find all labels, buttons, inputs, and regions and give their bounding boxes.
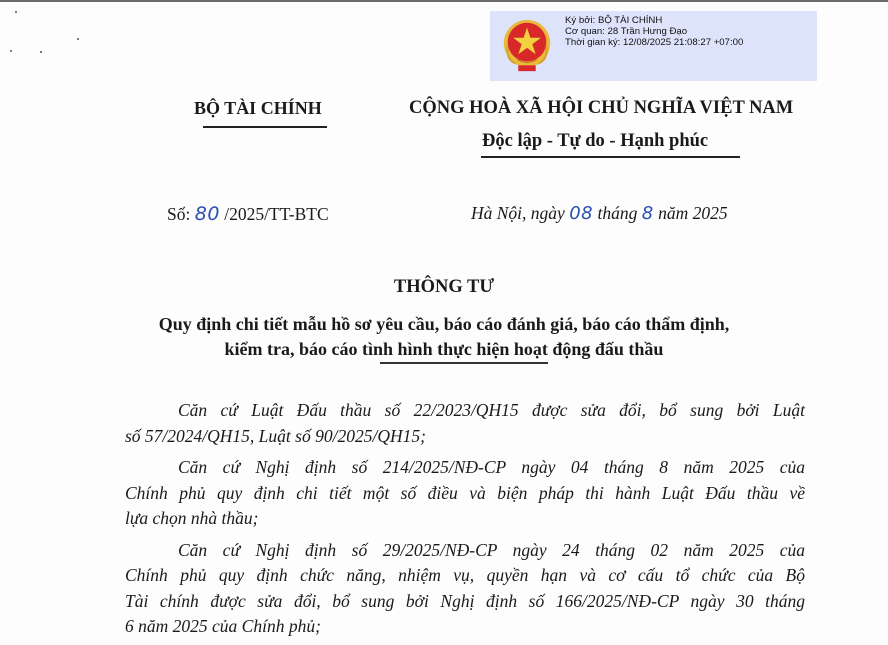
paragraph-line: Căn cứ Nghị định số 214/2025/NĐ-CP ngày 04 tháng 8 năm 2025 của <box>178 457 805 477</box>
document-type-title: THÔNG TƯ <box>393 277 495 297</box>
page-top-border <box>0 0 888 2</box>
issue-date <box>471 203 728 224</box>
legal-basis-paragraph <box>125 538 805 640</box>
legal-basis-paragraph <box>125 398 805 449</box>
scan-speck <box>10 50 12 52</box>
paragraph-line: Tài chính được sửa đổi, bổ sung bởi Nghị định số 166/2025/NĐ-CP ngày 30 tháng <box>125 590 805 611</box>
paragraph-line: Căn cứ Luật Đấu thầu số 22/2023/QH15 được sửa đổi, bổ sung bởi Luật <box>178 400 805 420</box>
signing-organization-text: Cơ quan: 28 Trần Hưng Đạo <box>565 26 688 37</box>
handwritten-number: 80 <box>194 203 220 225</box>
month-label: tháng <box>593 203 642 223</box>
document-number <box>167 203 329 225</box>
signing-time-text: Thời gian ký: 12/08/2025 21:08:27 +07:00 <box>565 37 744 48</box>
date-prefix: Hà Nội, ngày <box>471 203 570 223</box>
digital-signature-block[interactable] <box>490 11 817 81</box>
document-subject <box>0 312 888 362</box>
year-text: năm 2025 <box>653 203 728 223</box>
paragraph-line: Chính phủ quy định chức năng, nhiệm vụ, quyền hạn và cơ cấu tổ chức của Bộ <box>125 565 805 585</box>
national-motto: Độc lập - Tự do - Hạnh phúc <box>482 131 709 151</box>
vietnam-national-emblem-icon <box>498 17 556 75</box>
paragraph-line: số 57/2024/QH15, Luật số 90/2025/QH15; <box>125 425 426 446</box>
legal-basis-paragraph <box>125 455 805 532</box>
signed-by-text: Ký bởi: BỘ TÀI CHÍNH <box>565 15 663 26</box>
number-suffix: /2025/TT-BTC <box>219 204 329 224</box>
national-title: CỘNG HOÀ XÃ HỘI CHỦ NGHĨA VIỆT NAM <box>409 98 794 118</box>
issuing-agency: BỘ TÀI CHÍNH <box>194 98 322 118</box>
subject-line: Quy định chi tiết mẫu hồ sơ yêu cầu, báo cáo đánh giá, báo cáo thẩm định, <box>158 314 730 334</box>
scan-speck <box>77 38 79 40</box>
paragraph-line: 6 năm 2025 của Chính phủ; <box>125 616 321 636</box>
paragraph-line: lựa chọn nhà thầu; <box>125 508 259 528</box>
paragraph-line: Căn cứ Nghị định số 29/2025/NĐ-CP ngày 24 tháng 02 năm 2025 của <box>178 539 805 560</box>
number-prefix: Số: <box>167 204 195 224</box>
handwritten-month: 8 <box>641 203 654 224</box>
paragraph-line: Chính phủ quy định chi tiết một số điều và biện pháp thi hành Luật Đấu thầu về <box>125 482 805 503</box>
scan-speck <box>15 11 17 13</box>
handwritten-day: 08 <box>569 203 594 224</box>
subject-line: kiểm tra, báo cáo tình hình thực hiện hoạt động đấu thầu <box>224 339 664 359</box>
document-body <box>125 398 805 645</box>
motto-underline <box>481 156 740 158</box>
scan-speck <box>40 51 42 53</box>
agency-underline <box>203 126 327 128</box>
title-underline <box>380 362 548 364</box>
